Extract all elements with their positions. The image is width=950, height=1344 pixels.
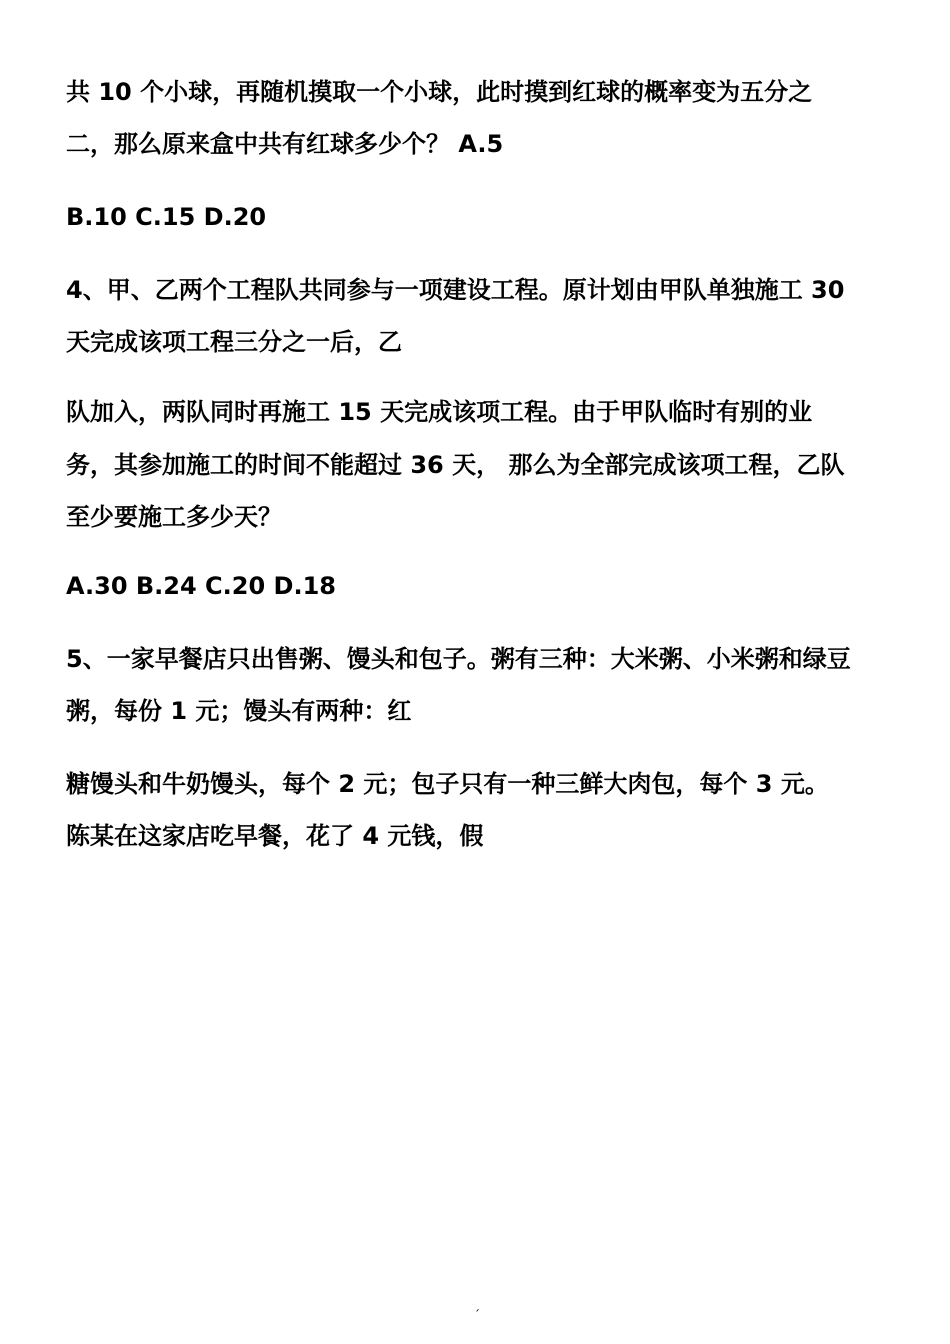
text-line-11: 粥，每份 1 元；馒头有两种：红 — [66, 697, 412, 725]
text-line-2: 二，那么原来盒中共有红球多少个？ A.5 — [66, 130, 504, 158]
text-line-8: 至少要施工多少天？ — [66, 503, 282, 531]
text-line-9: A.30 B.24 C.20 D.18 — [66, 572, 336, 600]
text-line-13: 陈某在这家店吃早餐，花了 4 元钱，假 — [66, 822, 484, 850]
text-line-10: 5、一家早餐店只出售粥、馒头和包子。粥有三种：大米粥、小米粥和绿豆 — [66, 645, 851, 673]
text-line-5: 天完成该项工程三分之一后，乙 — [66, 328, 402, 356]
text-line-4: 4、甲、乙两个工程队共同参与一项建设工程。原计划由甲队单独施工 30 — [66, 276, 845, 304]
text-line-1: 共 10 个小球，再随机摸取一个小球，此时摸到红球的概率变为五分之 — [66, 78, 813, 106]
page-mark: ´ — [474, 1308, 480, 1322]
text-line-7: 务，其参加施工的时间不能超过 36 天， 那么为全部完成该项工程，乙队 — [66, 451, 845, 479]
text-line-6: 队加入，两队同时再施工 15 天完成该项工程。由于甲队临时有别的业 — [66, 398, 813, 426]
text-line-12: 糖馒头和牛奶馒头，每个 2 元；包子只有一种三鲜大肉包，每个 3 元。 — [66, 770, 829, 798]
text-line-3: B.10 C.15 D.20 — [66, 203, 267, 231]
